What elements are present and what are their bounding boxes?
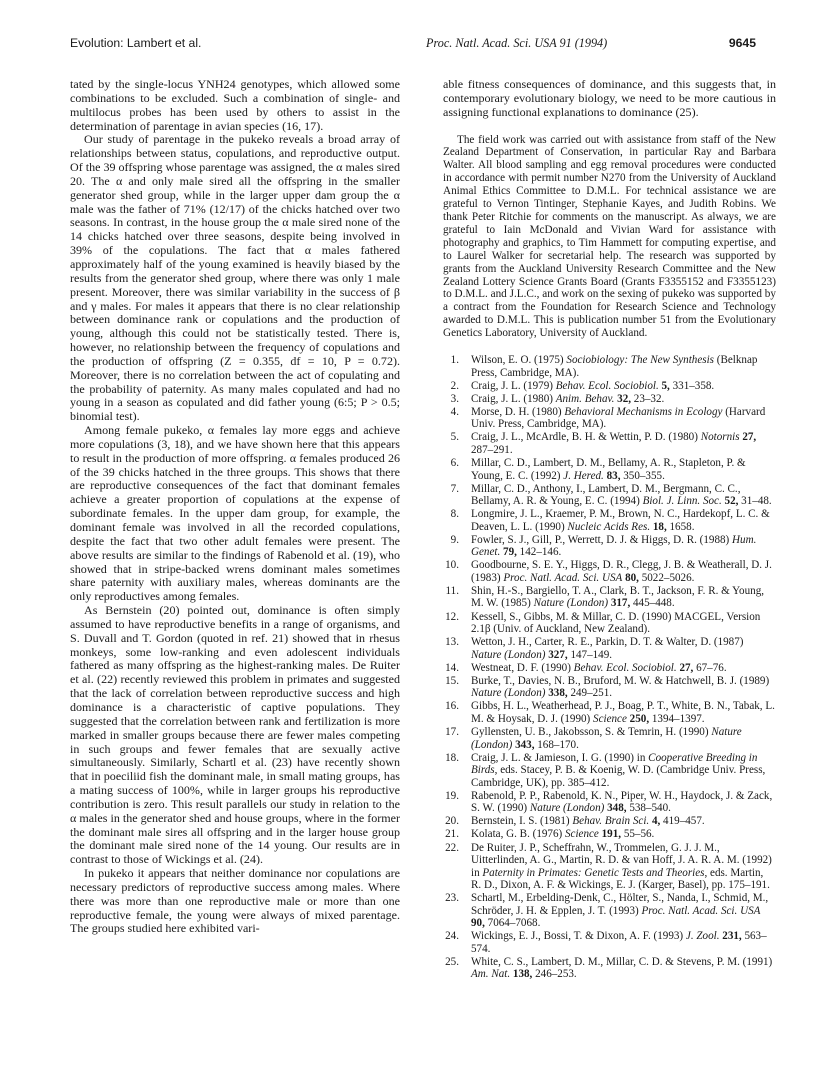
- reference-list: [443, 354, 776, 981]
- reference-journal: J. Zool.: [685, 930, 720, 943]
- reference-volume: 27,: [739, 431, 757, 444]
- reference-authors: Goodbourne, S. E. Y., Higgs, D. R., Clegg, J. B. & Weatherall, D. J. (1983): [471, 559, 772, 584]
- reference-number: 17.: [445, 726, 459, 739]
- reference-volume: 348,: [604, 802, 627, 815]
- reference-volume: 231,: [719, 930, 742, 943]
- reference-number: 1.: [450, 354, 459, 367]
- reference-item: [443, 726, 776, 751]
- reference-pages: 1394–1397.: [649, 712, 705, 725]
- reference-volume: 18,: [650, 520, 667, 533]
- reference-number: 25.: [445, 955, 459, 968]
- reference-volume: 317,: [608, 597, 631, 610]
- reference-authors: Burke, T., Davies, N. B., Bruford, M. W. & Hatchwell, B. J. (1989): [471, 674, 770, 687]
- reference-pages: 168–170.: [534, 738, 579, 751]
- reference-journal: Nature (London): [471, 648, 546, 661]
- reference-journal: Science: [564, 828, 599, 841]
- reference-number: 3.: [450, 392, 459, 405]
- reference-pages: 23–32.: [631, 392, 665, 405]
- reference-volume: 343,: [512, 738, 535, 751]
- reference-journal: Behavioral Mechanisms in Ecology: [564, 405, 723, 418]
- reference-journal: Nature (London): [529, 802, 605, 815]
- reference-volume: 27,: [676, 661, 694, 674]
- reference-item: [443, 431, 776, 456]
- reference-number: 14.: [445, 661, 459, 674]
- reference-item: [443, 815, 776, 828]
- reference-journal: Sociobiology: The New Synthesis: [566, 354, 714, 367]
- reference-pages: 31–48.: [738, 495, 772, 508]
- reference-number: 21.: [445, 828, 459, 841]
- reference-volume: 90,: [471, 917, 485, 930]
- reference-journal: Nature (London): [533, 597, 609, 610]
- reference-pages: , eds. Stacey, P. B. & Koenig, W. D. (Cambridge Univ. Press, Cambridge, UK), pp. 385–412.: [471, 764, 766, 789]
- reference-pages: 147–149.: [567, 648, 613, 661]
- reference-number: 7.: [450, 482, 459, 495]
- paragraph-female-pukeko: Among female pukeko, α females lay more eggs and achieve more copulations (3, 18), and we have shown here that this appears to result in the production of more offspring. α females produced 26 of the 39 chicks hatched in the three groups. This shows that there are reproductive consequences of the fact that dominant females achieve a greater proportion of copulations at the expense of subordinate females. In the upper dam group, for example, the dominant female was involved in all the recorded copulations, despite the fact that two other adult females were present. The above results are similar to the findings of Rabenold et al. (19), who showed that in stripe-backed wrens dominant males sometimes share paternity with auxiliary males, whereas dominants are the only reproductives among females.: [70, 423, 400, 604]
- reference-number: 24.: [445, 930, 459, 943]
- reference-authors: Wilson, E. O. (1975): [471, 354, 567, 367]
- paragraph-bernstein: As Bernstein (20) pointed out, dominance is often simply assumed to have reproductive benefits in a range of organisms, and S. Duvall and T. Gordon (quoted in ref. 21) showed that in rhesus monkeys, some low-ranking and even adolescent individuals fathered as many offspring as the highest-ranking males. De Ruiter et al. (22) recently reviewed this problem in primates and suggested that the lack of correlation between reproductive success and high dominance is a characteristic of captive populations. They suggested that the correlation between rank and fertilization is more marked in smaller groups because there are fewer males competing in such groups and fewer females that are sexually active simultaneously. Similarly, Schartl et al. (23) have recently shown that in poeciliid fish the dominant male, in small mating groups, has a mating success of 100%, while in larger groups his reproductive contribution is zero. This result parallels our study in relation to the α males in the generator shed and house groups, where in the former the dominant male sires all offspring and in the larger house group the dominant male sired none of the 14 young. Our results are in contrast to those of Wickings et al. (24).: [70, 603, 400, 867]
- reference-journal: Nucleic Acids Res.: [567, 520, 651, 533]
- reference-pages: (Harvard Univ. Press, Cambridge, MA).: [471, 405, 766, 431]
- reference-journal: Nature (London): [471, 687, 546, 700]
- paragraph-continued: tated by the single-locus YNH24 genotypes, which allowed some combinations to be excluded. Such a combination of single- and multilocus probes has been used by others to assist in the determination of parentage in avian species (16, 17).: [70, 77, 400, 133]
- paragraph-conclusion: able fitness consequences of dominance, and this suggests that, in contemporary evolutionary biology, we need to be more cautious in assigning functional explanations to dominance (25).: [443, 77, 776, 119]
- reference-pages: 249–251.: [567, 687, 613, 700]
- reference-number: 5.: [450, 431, 459, 444]
- reference-volume: 79,: [500, 546, 517, 559]
- reference-authors: Kolata, G. B. (1976): [471, 828, 565, 841]
- reference-authors: Longmire, J. L., Kraemer, P. M., Brown, N. C., Hardekopf, L. C. & Deaven, L. L. (1990): [471, 508, 770, 533]
- reference-volume: 80,: [622, 571, 639, 584]
- reference-number: 4.: [450, 405, 459, 418]
- right-column: [443, 78, 776, 981]
- reference-volume: 191,: [598, 828, 622, 841]
- reference-pages: 5022–5026.: [638, 571, 695, 584]
- reference-volume: 4,: [649, 815, 661, 828]
- reference-authors: Shin, H.-S., Bargiello, T. A., Clark, B. T., Jackson, F. R. & Young, M. W. (1985): [471, 584, 765, 610]
- reference-item: [443, 559, 776, 584]
- reference-item: [443, 457, 776, 482]
- reference-number: 12.: [445, 610, 459, 623]
- reference-item: [443, 406, 776, 431]
- reference-item: [443, 790, 776, 815]
- reference-journal: Notornis: [700, 431, 740, 444]
- reference-journal: Proc. Natl. Acad. Sci. USA: [503, 571, 623, 584]
- reference-authors: Fowler, S. J., Gill, P., Werrett, D. J. & Higgs, D. R. (1988): [471, 533, 733, 546]
- reference-number: 15.: [445, 674, 459, 687]
- reference-number: 6.: [450, 457, 459, 469]
- reference-item: [443, 636, 776, 661]
- reference-authors: Wickings, E. J., Bossi, T. & Dixon, A. F. (1993): [471, 930, 686, 943]
- reference-pages: 538–540.: [626, 802, 671, 815]
- reference-pages: 563–574.: [471, 930, 767, 955]
- reference-journal: Behav. Brain Sci.: [572, 815, 650, 828]
- reference-pages: 142–146.: [516, 546, 562, 559]
- reference-authors: Schartl, M., Erbelding-Denk, C., Hölter, S., Nanda, I., Schmid, M., Schröder, J. H. & Epplen, J. T. (1993): [471, 892, 769, 917]
- reference-number: 19.: [445, 789, 459, 802]
- reference-journal: Science: [593, 712, 627, 725]
- reference-volume: 5,: [658, 379, 670, 392]
- reference-volume: 327,: [545, 648, 568, 661]
- reference-pages: 246–253.: [532, 968, 577, 981]
- reference-volume: 138,: [510, 968, 533, 981]
- reference-volume: 250,: [626, 712, 650, 725]
- paragraph-predictors: In pukeko it appears that neither dominance nor copulations are necessary predictors of reproductive success among males. Where there was more than one reproductive male or more than one reproductive female, the young were always of mixed parentage. The groups studied here exhibited vari-: [70, 866, 400, 936]
- reference-journal: J. Hered.: [563, 469, 604, 482]
- reference-authors: Millar, C. D., Lambert, D. M., Bellamy, A. R., Stapleton, P. & Young, E. C. (1992): [471, 457, 746, 482]
- reference-authors: White, C. S., Lambert, D. M., Millar, C. D. & Stevens, P. M. (1991): [471, 955, 773, 968]
- reference-journal: Hum. Genet.: [471, 533, 757, 559]
- reference-authors: Westneat, D. F. (1990): [471, 661, 574, 674]
- reference-pages: 1658.: [666, 520, 695, 533]
- reference-volume: 32,: [614, 392, 632, 405]
- reference-authors: Millar, C. D., Anthony, I., Lambert, D. M., Bergmann, C. C., Bellamy, A. R. & Young, E. C. (1994): [471, 482, 741, 508]
- reference-journal: Paternity in Primates: Genetic Tests and Theories: [482, 866, 705, 879]
- paragraph-parentage-study: Our study of parentage in the pukeko reveals a broad array of relationships between status, copulations, and reproductive output. Of the 39 offspring whose parentage was assigned, the α males sired 20. The α and only male sired all the offspring in the smaller generator shed group, while in the larger upper dam group the α male was the father of 71% (12/17) of the chicks hatched over two seasons. In contrast, in the house group the α male sired none of the 14 chicks hatched over three seasons, despite being involved in 39% of the copulations. The fact that α males fathered approximately half of the young examined is heavily biased by the results from the generator shed group, where there was only 1 male present. Moreover, there was similar variability in the success of β and γ males. For males it appears that there is no clear relationship between dominance rank or copulations and the production of young, although this could not be statistically tested. There is, however, no relationship between the frequency of copulations and the production of offspring (Z = 0.355, df = 10, P = 0.72). Moreover, there is no correlation between the act of copulating and the probability of paternity. As many males copulated and had no young in a season as copulated and did father young (6:5; P > 0.5; binomial test).: [70, 132, 400, 424]
- reference-journal: Nature (London): [471, 726, 742, 751]
- reference-authors: Rabenold, P. P., Rabenold, K. N., Piper, W. H., Haydock, J. & Zack, S. W. (1990): [471, 789, 773, 815]
- reference-item: [443, 611, 776, 636]
- reference-authors: Craig, J. L., McArdle, B. H. & Wettin, P. D. (1980): [471, 431, 701, 444]
- reference-number: 20.: [445, 815, 459, 828]
- reference-item: [443, 930, 776, 955]
- reference-pages: 350–355.: [620, 469, 665, 482]
- reference-authors: Gibbs, H. L., Weatherhead, P. J., Boag, P. T., White, B. N., Tabak, L. M. & Hoysak, D. J. (1990): [471, 700, 775, 725]
- journal-citation: Proc. Natl. Acad. Sci. USA 91 (1994): [426, 36, 608, 50]
- reference-journal: Behav. Ecol. Sociobiol.: [555, 379, 659, 392]
- reference-item: [443, 393, 776, 406]
- reference-number: 2.: [450, 379, 459, 392]
- acknowledgments: The field work was carried out with assistance from staff of the New Zealand Department of Conservation, in particular Ray and Barbara Walter. All blood sampling and egg removal procedures were conducted in accordance with permit number N270 from the University of Auckland Animal Ethics Committee to D.M.L. For technical assistance we are grateful to Vernon Tintinger, Stephanie Kayes, and Judith Robins. We thank Peter Ritchie for comments on the manuscript. As always, we are grateful to Iain McDonald and Vivian Ward for assistance with photography and graphics, to Tim Hammett for computing expertise, and to Laurel Walker for secretarial help. The research was supported by grants from the Auckland University Research Committee and the New Zealand Lottery Science Grants Board (Grants F3355152 and F3355123) to D.M.L. and J.L.C., and work on the sexing of pukeko was supported by a contract from the Foundation for Research Science and Technology awarded to D.M.L. This is publication number 51 from the Evolutionary Genetics Laboratory, University of Auckland.: [443, 133, 776, 340]
- reference-item: [443, 956, 776, 981]
- page-number: 9645: [728, 36, 756, 50]
- reference-authors: Gyllensten, U. B., Jakobsson, S. & Temrin, H. (1990): [471, 726, 712, 739]
- reference-pages: (Belknap Press, Cambridge, MA).: [471, 354, 758, 379]
- reference-number: 9.: [450, 533, 459, 546]
- reference-authors: Craig, J. L. (1979): [471, 379, 556, 392]
- reference-authors: Kessell, S., Gibbs, M. & Millar, C. D. (1990) MACGEL, Version 2.1β (Univ. of Auckland, New Zealand).: [471, 610, 761, 636]
- reference-pages: 287–291.: [471, 443, 513, 456]
- reference-number: 22.: [445, 841, 459, 854]
- left-column: [70, 78, 400, 936]
- reference-item: [443, 380, 776, 393]
- reference-number: 18.: [445, 751, 459, 764]
- reference-journal: Behav. Ecol. Sociobiol.: [573, 661, 677, 674]
- reference-number: 10.: [445, 559, 459, 572]
- reference-pages: , eds. Martin, R. D., Dixon, A. F. & Wickings, E. J. (Karger, Basel), pp. 175–191.: [471, 866, 770, 891]
- reference-journal: Am. Nat.: [471, 968, 511, 981]
- reference-number: 23.: [445, 892, 459, 905]
- reference-journal: Proc. Natl. Acad. Sci. USA: [641, 904, 761, 917]
- reference-journal: Cooperative Breeding in Birds: [471, 751, 758, 777]
- reference-item: [443, 508, 776, 533]
- reference-number: 16.: [445, 700, 459, 713]
- reference-pages: 7064–7068.: [484, 917, 541, 930]
- reference-pages: 331–358.: [669, 379, 715, 392]
- reference-authors: Morse, D. H. (1980): [471, 405, 565, 418]
- reference-item: [443, 700, 776, 725]
- reference-item: [443, 662, 776, 675]
- reference-pages: 419–457.: [660, 815, 705, 828]
- reference-item: [443, 675, 776, 700]
- reference-authors: Craig, J. L. & Jamieson, I. G. (1990) in: [471, 751, 649, 764]
- reference-item: [443, 752, 776, 790]
- reference-volume: 338,: [545, 687, 568, 700]
- reference-number: 11.: [445, 584, 459, 597]
- running-title: Evolution: Lambert et al.: [70, 36, 202, 50]
- reference-authors: Wetton, J. H., Carter, R. E., Parkin, D. T. & Walter, D. (1987): [471, 636, 744, 649]
- reference-authors: De Ruiter, J. P., Scheffrahn, W., Trommelen, G. J. J. M., Uitterlinden, A. G., Martin, R. D. & van Hoff, J. A. R. A. M. (1992) in: [471, 841, 772, 879]
- reference-item: [443, 892, 776, 930]
- reference-journal: Biol. J. Linn. Soc.: [642, 495, 722, 508]
- reference-pages: 67–76.: [693, 661, 727, 674]
- reference-item: [443, 842, 776, 892]
- reference-number: 8.: [450, 508, 459, 521]
- reference-journal: Anim. Behav.: [555, 392, 615, 405]
- reference-item: [443, 828, 776, 841]
- reference-item: [443, 534, 776, 559]
- reference-number: 13.: [445, 636, 459, 649]
- reference-pages: 445–448.: [630, 597, 675, 610]
- reference-item: [443, 483, 776, 508]
- reference-volume: 52,: [721, 495, 739, 508]
- reference-item: [443, 585, 776, 610]
- running-header: [70, 36, 756, 52]
- reference-authors: Bernstein, I. S. (1981): [471, 815, 573, 828]
- reference-item: [443, 354, 776, 379]
- reference-volume: 83,: [603, 469, 621, 482]
- reference-pages: 55–56.: [621, 828, 655, 841]
- reference-authors: Craig, J. L. (1980): [471, 392, 556, 405]
